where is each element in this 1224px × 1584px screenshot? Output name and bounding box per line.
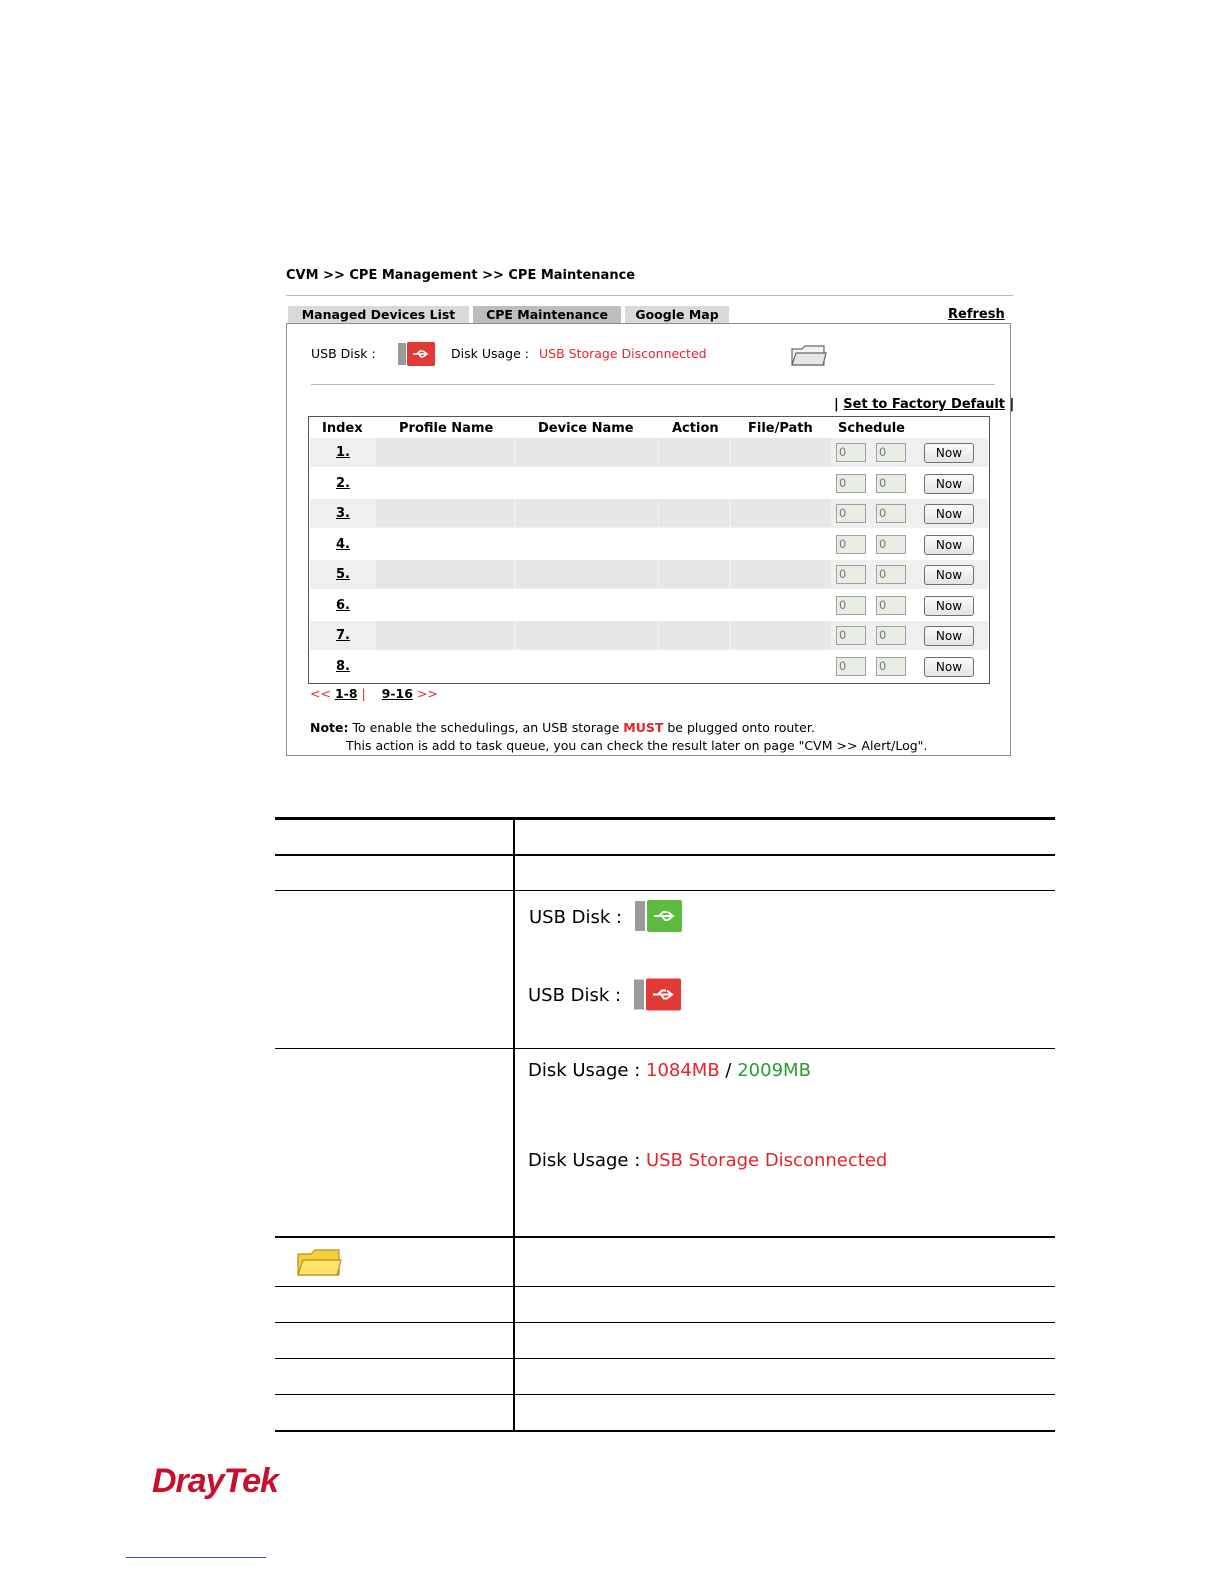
schedule-input-1[interactable]: 0 — [836, 565, 866, 584]
usb-disconnected-icon — [634, 978, 681, 1011]
table-cell — [516, 621, 658, 649]
schedule-input-1[interactable]: 0 — [836, 504, 866, 523]
header-action: Action — [672, 421, 719, 436]
header-device-name: Device Name — [538, 421, 634, 436]
schedule-input-1[interactable]: 0 — [836, 443, 866, 462]
table-cell — [731, 560, 831, 588]
row-index-link[interactable]: 8. — [336, 659, 350, 674]
table-cell — [516, 560, 658, 588]
divider — [311, 384, 995, 385]
table-cell — [376, 438, 514, 466]
disk-disconnected-status: USB Storage Disconnected — [646, 1150, 888, 1171]
disk-used-value: 1084MB — [646, 1060, 720, 1081]
set-factory-default-link[interactable]: Set to Factory Default — [843, 397, 1005, 412]
now-button[interactable]: Now — [924, 596, 974, 616]
doc-usb-disconnected-label: USB Disk : — [528, 985, 622, 1006]
row-index-link[interactable]: 3. — [336, 506, 350, 521]
folder-icon[interactable] — [790, 343, 827, 367]
table-rule — [275, 1358, 1055, 1359]
schedule-input-1[interactable]: 0 — [836, 596, 866, 615]
tab-managed-devices-list[interactable]: Managed Devices List — [288, 306, 469, 323]
schedule-input-1[interactable]: 0 — [836, 474, 866, 493]
factory-default-bar — [834, 397, 1014, 412]
table-cell — [731, 438, 831, 466]
table-rule — [275, 890, 1055, 891]
note-label: Note: — [310, 720, 349, 735]
schedule-input-1[interactable]: 0 — [836, 535, 866, 554]
schedule-input-2[interactable]: 0 — [876, 626, 906, 645]
table-rule — [275, 1286, 1055, 1287]
pager-range-1-8[interactable]: 1-8 — [334, 686, 358, 701]
draytek-logo: DrayTek — [152, 1462, 278, 1500]
pipe-separator: | — [834, 397, 839, 412]
schedule-input-2[interactable]: 0 — [876, 504, 906, 523]
now-button[interactable]: Now — [924, 565, 974, 585]
now-button[interactable]: Now — [924, 474, 974, 494]
table-cell — [516, 499, 658, 527]
row-index-link[interactable]: 6. — [336, 598, 350, 613]
note-text: To enable the schedulings, an USB storage — [352, 720, 620, 735]
breadcrumb: CVM >> CPE Management >> CPE Maintenance — [286, 268, 636, 283]
note-line-2: This action is add to task queue, you can check the result later on page "CVM >> Alert/Log". — [346, 738, 928, 753]
table-cell — [659, 621, 729, 649]
schedule-input-1[interactable]: 0 — [836, 657, 866, 676]
table-cell — [731, 621, 831, 649]
header-profile-name: Profile Name — [399, 421, 494, 436]
pager-separator: | — [361, 686, 366, 701]
usb-disconnected-icon — [398, 342, 435, 366]
footer-link-underline — [126, 1557, 266, 1558]
note-line-1 — [310, 720, 815, 735]
usb-connected-icon — [635, 900, 682, 932]
doc-disk-usage-label: Disk Usage : — [528, 1060, 641, 1081]
tab-cpe-maintenance[interactable]: CPE Maintenance — [473, 306, 621, 323]
disk-usage-status: USB Storage Disconnected — [539, 346, 707, 361]
pager-range-9-16[interactable]: 9-16 — [381, 686, 413, 701]
now-button[interactable]: Now — [924, 657, 974, 677]
schedule-input-2[interactable]: 0 — [876, 535, 906, 554]
table-cell — [659, 438, 729, 466]
usb-disk-label: USB Disk : — [311, 346, 376, 361]
schedule-input-2[interactable]: 0 — [876, 565, 906, 584]
table-cell — [376, 621, 514, 649]
table-rule — [275, 854, 1055, 856]
schedule-input-1[interactable]: 0 — [836, 626, 866, 645]
doc-disk-usage-connected — [528, 1060, 811, 1081]
now-button[interactable]: Now — [924, 626, 974, 646]
header-schedule: Schedule — [838, 421, 905, 436]
table-cell — [659, 560, 729, 588]
table-rule — [275, 1430, 1055, 1432]
pipe-separator: | — [1009, 397, 1015, 412]
table-cell — [376, 499, 514, 527]
pager-next[interactable]: >> — [416, 686, 438, 701]
divider — [286, 295, 1013, 296]
row-index-link[interactable]: 7. — [336, 628, 350, 643]
row-index-link[interactable]: 2. — [336, 476, 350, 491]
tab-google-map[interactable]: Google Map — [625, 306, 729, 323]
disk-usage-label: Disk Usage : — [451, 346, 529, 361]
schedule-input-2[interactable]: 0 — [876, 443, 906, 462]
schedule-input-2[interactable]: 0 — [876, 657, 906, 676]
now-button[interactable]: Now — [924, 535, 974, 555]
disk-usage-separator: / — [725, 1060, 732, 1081]
doc-usb-connected-label: USB Disk : — [529, 907, 623, 928]
table-cell — [376, 560, 514, 588]
pagination — [310, 686, 438, 701]
note-must: MUST — [623, 720, 664, 735]
header-index: Index — [322, 421, 363, 436]
table-rule — [275, 1236, 1055, 1238]
disk-total-value: 2009MB — [737, 1060, 811, 1081]
table-cell — [516, 438, 658, 466]
doc-disk-usage-disconnected — [528, 1150, 887, 1171]
header-file-path: File/Path — [748, 421, 813, 436]
row-index-link[interactable]: 4. — [336, 537, 350, 552]
doc-disk-usage-label: Disk Usage : — [528, 1150, 641, 1171]
pager-prev[interactable]: << — [310, 686, 331, 701]
now-button[interactable]: Now — [924, 443, 974, 463]
row-index-link[interactable]: 1. — [336, 445, 350, 460]
schedule-input-2[interactable]: 0 — [876, 474, 906, 493]
table-column-divider — [513, 819, 515, 1431]
table-rule — [275, 1394, 1055, 1395]
folder-icon — [296, 1247, 343, 1278]
table-rule — [275, 1322, 1055, 1323]
table-rule — [275, 1048, 1055, 1049]
now-button[interactable]: Now — [924, 504, 974, 524]
table-cell — [731, 499, 831, 527]
refresh-link[interactable]: Refresh — [948, 307, 1005, 322]
table-cell — [659, 499, 729, 527]
schedule-input-2[interactable]: 0 — [876, 596, 906, 615]
note-text: be plugged onto router. — [667, 720, 815, 735]
table-rule — [275, 817, 1055, 820]
row-index-link[interactable]: 5. — [336, 567, 350, 582]
